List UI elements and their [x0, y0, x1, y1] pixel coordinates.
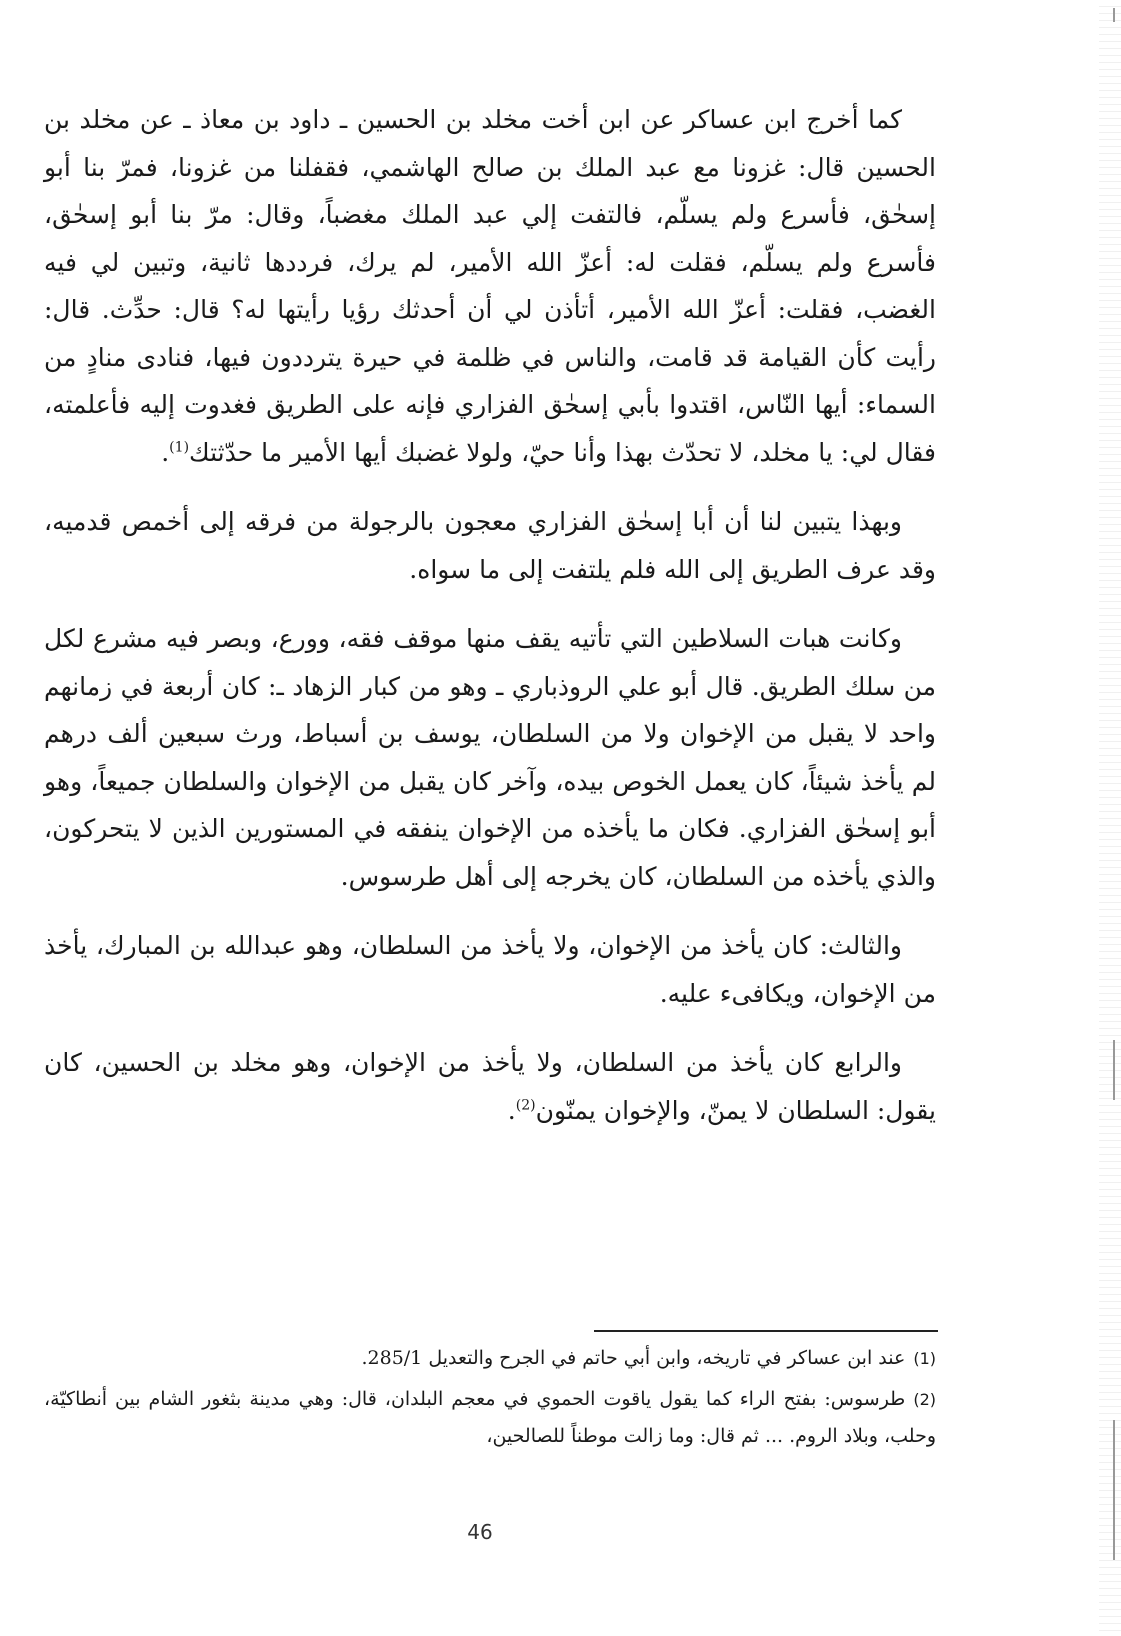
footnote-2-number: (2) — [913, 1390, 936, 1409]
paragraph-5-end: . — [507, 1095, 516, 1125]
footnote-2 — [44, 1381, 936, 1454]
paragraph-3-text: وكانت هبات السلاطين التي تأتيه يقف منها موقف فقه، وورع، وبصر فيه مشرع لكل من سلك الطريق. قال أبو علي الروذباري ـ وهو من كبار الزهاد ـ: كان أربعة في زمانهم واحد لا يقبل من الإخوان ولا من السلطان، يوسف بن أسباط، ورث سبعين ألف درهم لم يأخذ شيئاً، كان يعمل الخوص بيده، وآخر كان يقبل من الإخوان والسلطان جميعاً، وهو أبو إسحٰق الفزاري. فكان ما يأخذه من الإخوان ينفقه في المستورين الذين لا يتحركون، والذي يأخذه من السلطان، كان يخرجه إلى أهل طرسوس. — [44, 624, 936, 891]
scan-mark — [1113, 1420, 1115, 1560]
footnote-ref-2[interactable]: (2) — [515, 1097, 536, 1114]
scan-edge-artifact — [1099, 0, 1121, 1636]
paragraph-5 — [44, 1039, 936, 1134]
paragraph-3 — [44, 615, 936, 900]
scan-mark — [1113, 1040, 1115, 1100]
footnotes — [44, 1340, 936, 1458]
paragraph-4-text: والثالث: كان يأخذ من الإخوان، ولا يأخذ من السلطان، وهو عبدالله بن المبارك، يأخذ من الإخوان، ويكافىء عليه. — [44, 931, 936, 1008]
paragraph-1-end: . — [161, 437, 170, 467]
scan-mark — [1113, 8, 1115, 22]
footnote-divider — [594, 1330, 938, 1332]
paragraph-5-text: والرابع كان يأخذ من السلطان، ولا يأخذ من الإخوان، وهو مخلد بن الحسين، كان يقول: السلطان لا يمنّ، والإخوان يمنّون — [44, 1048, 936, 1125]
paragraph-2-text: وبهذا يتبين لنا أن أبا إسحٰق الفزاري معجون بالرجولة من فرقه إلى أخمص قدميه، وقد عرف الطريق إلى الله فلم يلتفت إلى ما سواه. — [44, 507, 936, 584]
footnote-1-number: (1) — [913, 1349, 936, 1368]
paragraph-2 — [44, 498, 936, 593]
footnote-ref-1[interactable]: (1) — [169, 439, 190, 456]
paragraph-4 — [44, 922, 936, 1017]
paragraph-1 — [44, 96, 936, 476]
main-text — [44, 96, 936, 1158]
footnote-1 — [44, 1340, 936, 1377]
page-number: 46 — [467, 1520, 493, 1544]
paragraph-1-text: كما أخرج ابن عساكر عن ابن أخت مخلد بن الحسين ـ داود بن معاذ ـ عن مخلد بن الحسين قال: غزونا مع عبد الملك بن صالح الهاشمي، فقفلنا من غزونا، فمرّ بنا أبو إسحٰق، فأسرع ولم يسلّم، فالتفت إلي عبد الملك مغضباً، وقال: مرّ بنا أبو إسحٰق، فأسرع ولم يسلّم، فقلت له: أعزّ الله الأمير، لم يرك، فرددها ثانية، وتبين لي فيه الغضب، فقلت: أعزّ الله الأمير، أتأذن لي أن أحدثك رؤيا رأيتها له؟ قال: حدِّث. قال: رأيت كأن القيامة قد قامت، والناس في ظلمة في حيرة يترددون فيها، فنادى منادٍ من السماء: أيها النّاس، اقتدوا بأبي إسحٰق الفزاري فإنه على الطريق فغدوت إليه فأعلمته، فقال لي: يا مخلد، لا تحدّث بهذا وأنا حيّ، ولولا غضبك أيها الأمير ما حدّثتك — [44, 105, 936, 467]
footnote-2-text: طرسوس: بفتح الراء كما يقول ياقوت الحموي في معجم البلدان، قال: وهي مدينة بثغور الشام بين أنطاكيّة، وحلب، وبلاد الروم. ... ثم قال: وما زالت موطناً للصالحين، — [44, 1388, 936, 1447]
footnote-1-text: عند ابن عساكر في تاريخه، وابن أبي حاتم في الجرح والتعديل 285/1. — [361, 1347, 906, 1369]
